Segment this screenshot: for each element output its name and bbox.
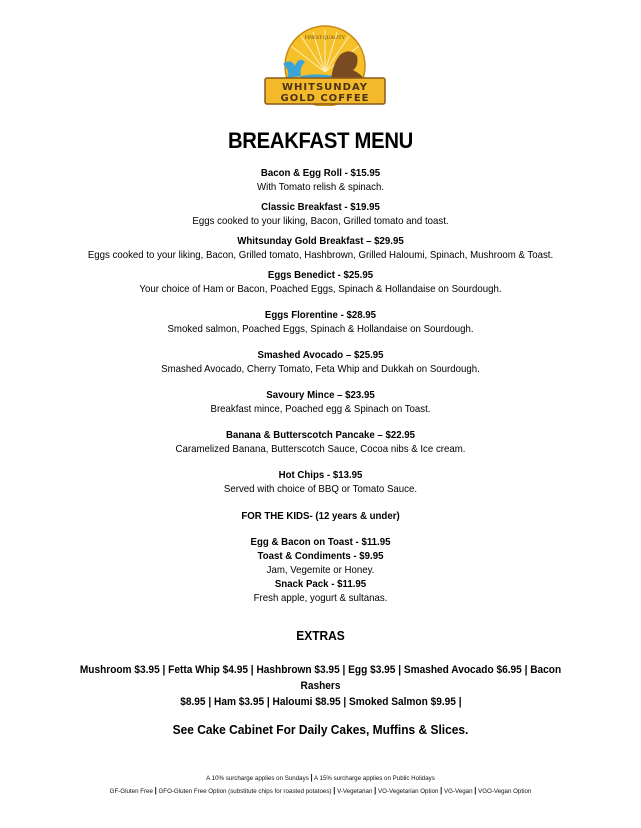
legend-vo: VO-Vegetarian Option <box>378 788 439 795</box>
extras-line-2: $8.95 | Ham $3.95 | Haloumi $8.95 | Smoked Salmon $9.95 | <box>179 696 462 708</box>
menu-item-desc: Eggs cooked to your liking, Bacon, Grilled tomato and toast. <box>192 215 449 227</box>
menu-item <box>0 308 641 336</box>
separator: | <box>440 786 443 795</box>
surcharge-holidays: A 15% surcharge applies on Public Holidays <box>314 775 435 782</box>
kids-menu <box>0 535 641 605</box>
kids-heading-text: FOR THE KIDS- (12 years & under) <box>241 510 400 522</box>
menu-item-desc: Caramelized Banana, Butterscotch Sauce, Cocoa nibs & Ice cream. <box>175 443 466 455</box>
separator: | <box>154 786 157 795</box>
legend-vgo: VGO-Vegan Option <box>478 788 532 795</box>
kids-item-desc: Fresh apple, yogurt & sultanas. <box>253 592 388 604</box>
legend-v: V-Vegetarian <box>337 788 373 795</box>
kids-item-name: Toast & Condiments - $9.95 <box>257 550 384 562</box>
surcharge-note <box>16 773 625 782</box>
page-title: BREAKFAST MENU <box>227 128 414 153</box>
extras-heading: EXTRAS <box>296 628 345 643</box>
menu-item-desc: With Tomato relish & spinach. <box>256 181 385 193</box>
menu-item-name: Classic Breakfast - $19.95 <box>261 201 380 213</box>
menu-item-desc: Eggs cooked to your liking, Bacon, Grilled tomato, Hashbrown, Grilled Haloumi, Spinach, Mushroom & Toast. <box>87 249 554 261</box>
menu-item <box>0 348 641 376</box>
dietary-legend <box>16 786 625 795</box>
menu-item-desc: Smoked salmon, Poached Eggs, Spinach & Hollandaise on Sourdough. <box>167 323 474 335</box>
menu-item <box>0 268 641 296</box>
menu-item-desc: Your choice of Ham or Bacon, Poached Eggs, Spinach & Hollandaise on Sourdough. <box>139 283 502 295</box>
menu-item <box>0 428 641 456</box>
separator: | <box>310 773 313 782</box>
legend-vg: VG-Vegan <box>444 788 473 795</box>
kids-item-name: Egg & Bacon on Toast - $11.95 <box>250 536 391 548</box>
cake-cabinet-note: See Cake Cabinet For Daily Cakes, Muffins & Slices. <box>172 722 469 737</box>
menu-item-name: Bacon & Egg Roll - $15.95 <box>260 167 381 179</box>
menu-item <box>0 234 641 262</box>
menu-item-name: Whitsunday Gold Breakfast – $29.95 <box>237 235 404 247</box>
extras-list <box>40 662 601 710</box>
menu-item-desc: Breakfast mince, Poached egg & Spinach on Toast. <box>210 403 431 415</box>
logo-line1: WHITSUNDAY <box>282 82 368 93</box>
menu-item-name: Hot Chips - $13.95 <box>278 469 363 481</box>
separator: | <box>474 786 477 795</box>
menu-item <box>0 166 641 194</box>
menu-item <box>0 200 641 228</box>
menu-item-desc: Smashed Avocado, Cherry Tomato, Feta Whip and Dukkah on Sourdough. <box>161 363 480 375</box>
menu-item-name: Banana & Butterscotch Pancake – $22.95 <box>225 429 416 441</box>
surcharge-sundays: A 10% surcharge applies on Sundays <box>206 775 309 782</box>
kids-item-desc: Jam, Vegemite or Honey. <box>266 564 375 576</box>
legend-gf: GF-Gluten Free <box>109 788 153 795</box>
menu-item <box>0 388 641 416</box>
menu-item <box>0 468 641 496</box>
legend-gfo: GFO-Gluten Free Option (substitute chips for roasted potatoes) <box>158 788 332 795</box>
kids-item-name: Snack Pack - $11.95 <box>274 578 367 590</box>
logo-tagline: FINEST QUALITY <box>304 36 346 41</box>
logo-line2: GOLD COFFEE <box>280 93 370 104</box>
menu-item-desc: Served with choice of BBQ or Tomato Sauce. <box>223 483 418 495</box>
menu-item-name: Smashed Avocado – $25.95 <box>257 349 384 361</box>
kids-heading <box>0 509 641 523</box>
extras-line-1: Mushroom $3.95 | Fetta Whip $4.95 | Hashbrown $3.95 | Egg $3.95 | Smashed Avocado $6.95 | Bacon Rashers <box>79 664 562 692</box>
menu-item-name: Savoury Mince – $23.95 <box>266 389 375 401</box>
menu-item-name: Eggs Benedict - $25.95 <box>267 269 374 281</box>
separator: | <box>333 786 336 795</box>
whitsunday-gold-coffee-logo <box>261 22 389 106</box>
separator: | <box>374 786 377 795</box>
menu-item-name: Eggs Florentine - $28.95 <box>264 309 377 321</box>
